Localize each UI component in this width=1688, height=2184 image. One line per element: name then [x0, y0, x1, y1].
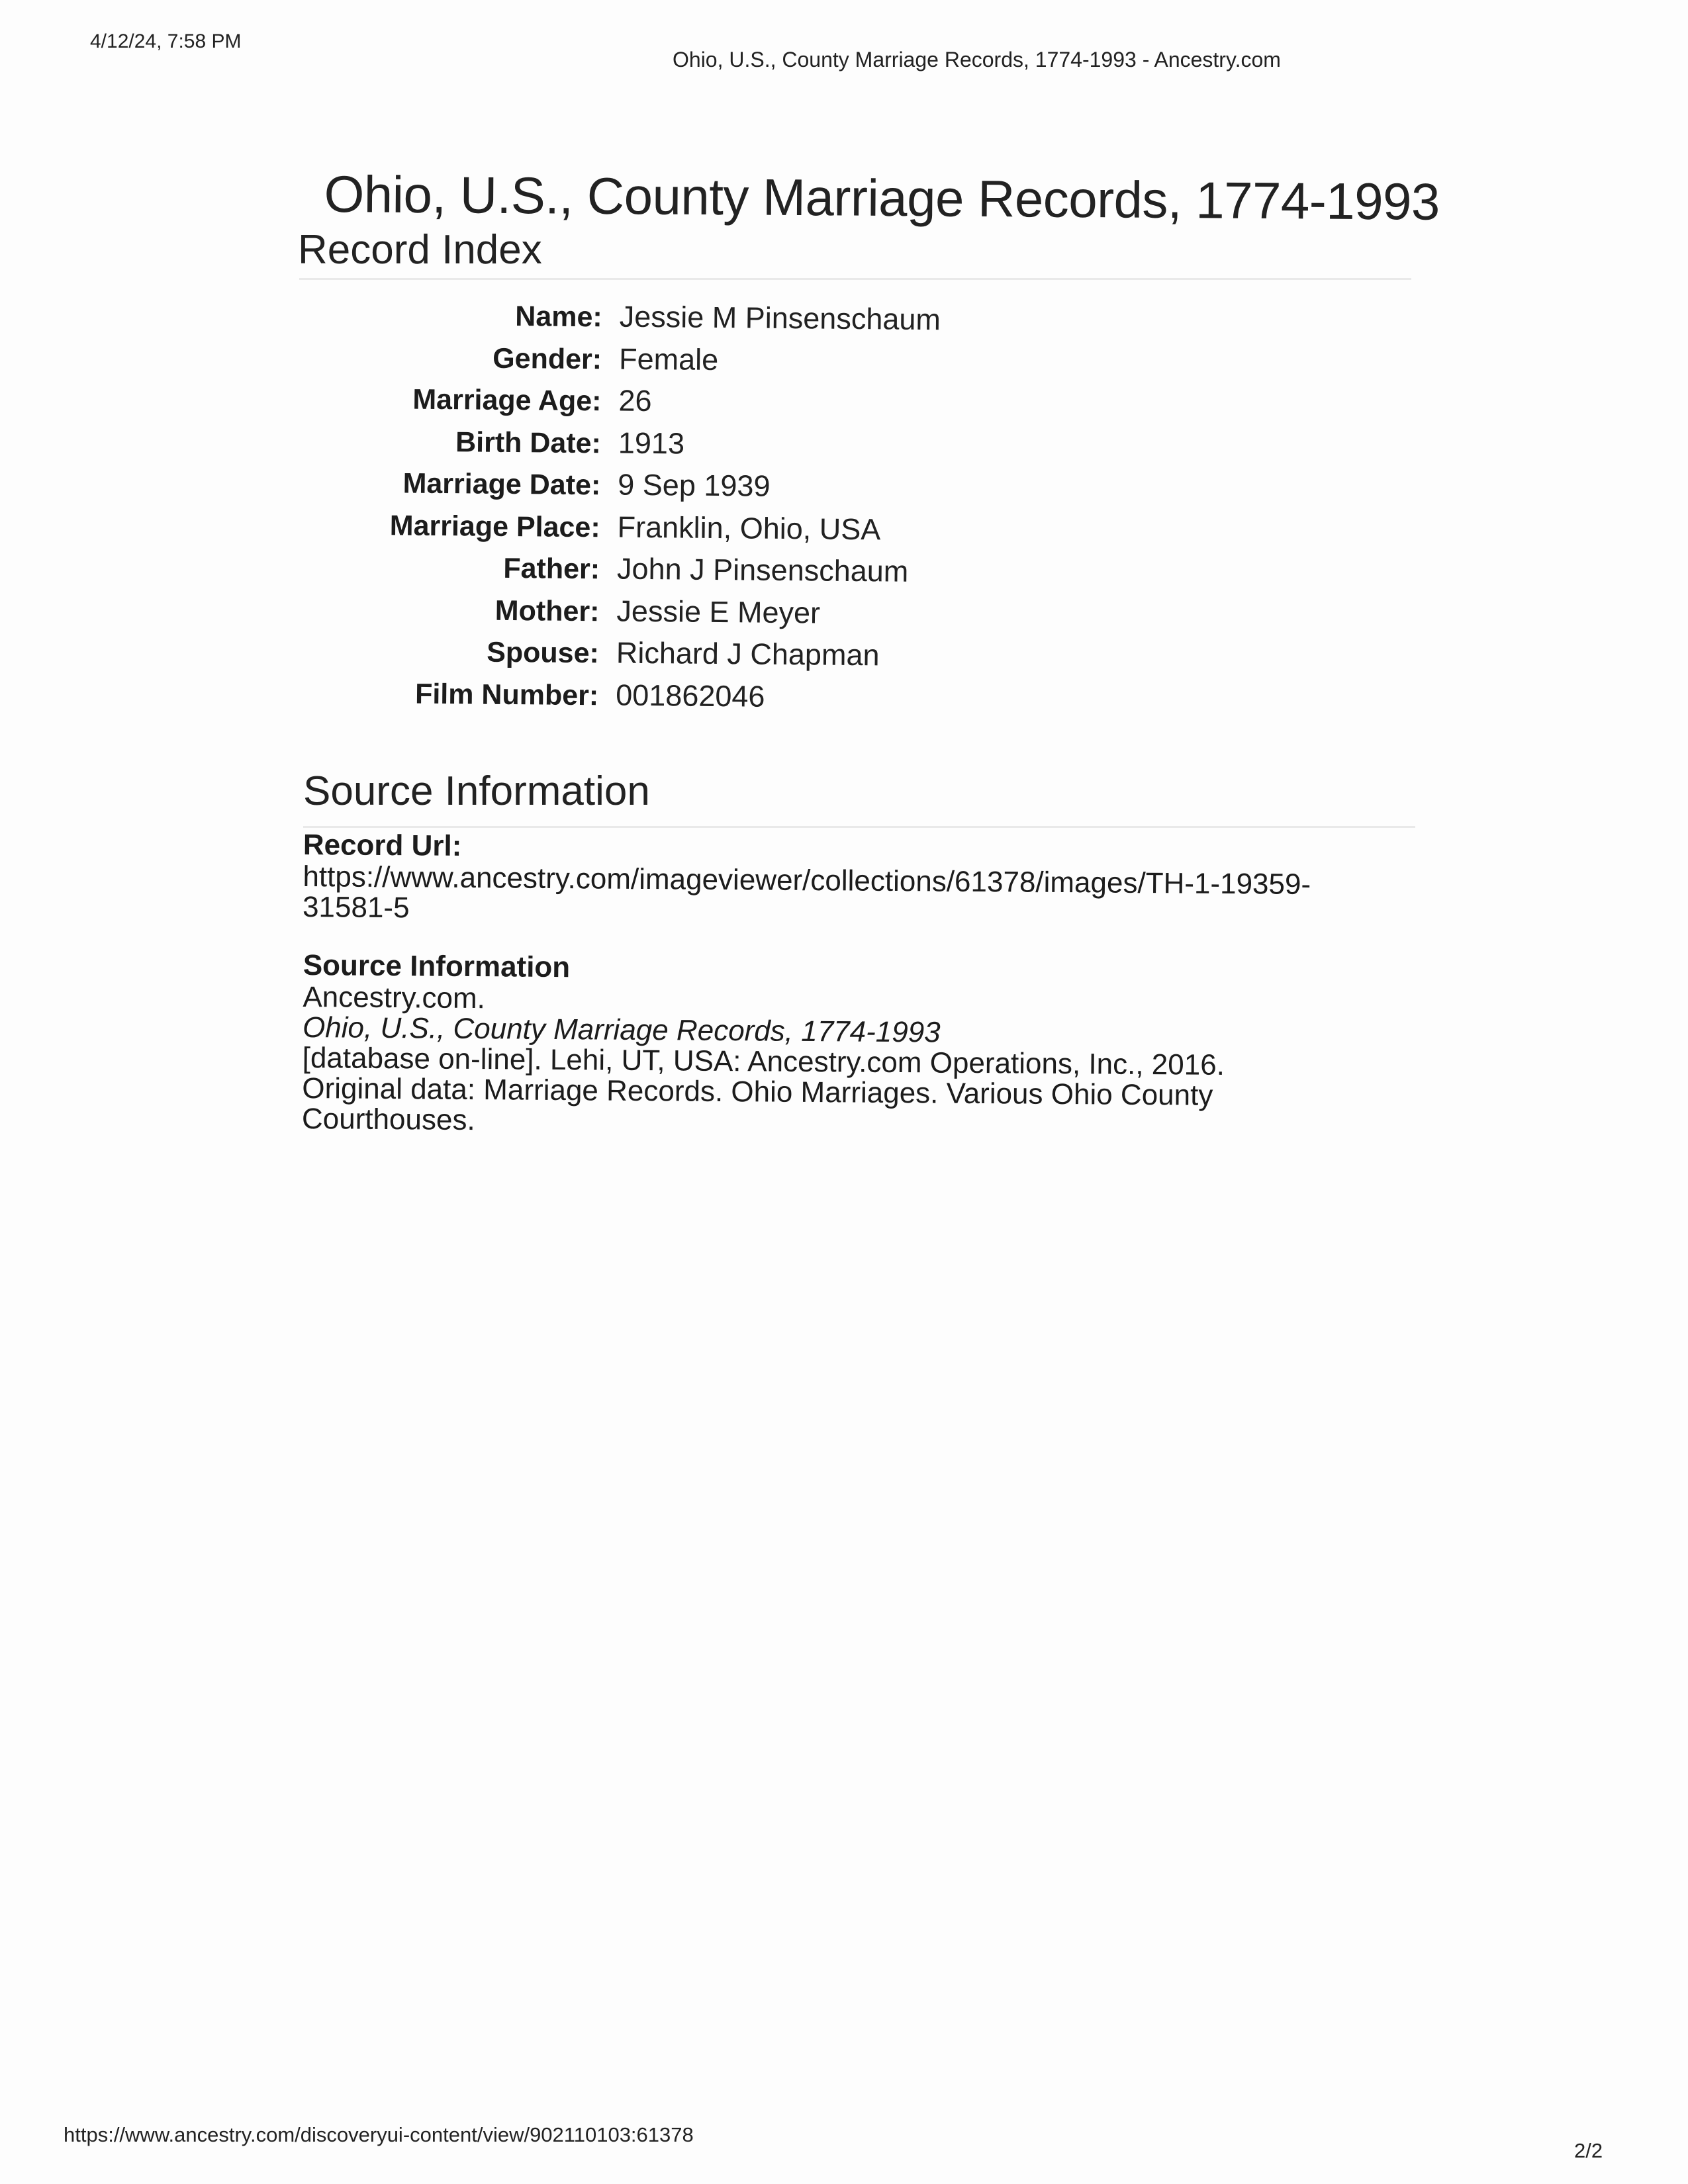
- field-row-film-number: [301, 674, 1162, 725]
- field-value: Jessie M Pinsenschaum: [619, 299, 941, 337]
- source-citation-publisher: Ancestry.com.: [303, 980, 486, 1015]
- field-label: Birth Date:: [455, 426, 602, 459]
- record-index-list: [301, 296, 1165, 725]
- source-citation-original-data: Original data: Marriage Records. Ohio Marriages. Various Ohio County: [302, 1071, 1213, 1112]
- source-citation-label: Source Information: [303, 949, 571, 984]
- field-label: Marriage Age:: [412, 383, 602, 418]
- source-citation-database: [database on-line]. Lehi, UT, USA: Ancestry.com Operations, Inc., 2016.: [302, 1041, 1225, 1081]
- field-value: Franklin, Ohio, USA: [617, 510, 881, 546]
- print-header-page-title: Ohio, U.S., County Marriage Records, 1774-1993 - Ancestry.com: [673, 48, 1281, 71]
- field-value: 9 Sep 1939: [618, 467, 771, 503]
- field-value: 26: [618, 383, 652, 418]
- field-value: 001862046: [616, 678, 765, 713]
- field-label: Spouse:: [486, 636, 600, 670]
- record-url-label: Record Url:: [303, 829, 462, 862]
- source-citation-original-data-continued: Courthouses.: [301, 1102, 475, 1137]
- source-information-divider: [303, 826, 1415, 828]
- source-citation-collection-title: Ohio, U.S., County Marriage Records, 1774-1993: [302, 1011, 941, 1049]
- page-title: Ohio, U.S., County Marriage Records, 1774-1993: [324, 165, 1440, 232]
- record-url-block: [303, 829, 1429, 931]
- print-footer-url: https://www.ancestry.com/discoveryui-content/view/902110103:61378: [64, 2123, 694, 2146]
- field-value: John J Pinsenschaum: [616, 551, 909, 588]
- field-label: Father:: [503, 552, 600, 586]
- field-label: Mother:: [494, 594, 600, 627]
- field-value: Richard J Chapman: [616, 635, 880, 672]
- field-label: Marriage Date:: [402, 467, 601, 502]
- source-citation-block: [302, 949, 1429, 1143]
- field-value: 1913: [618, 426, 685, 461]
- source-information-heading: Source Information: [303, 768, 650, 814]
- record-url-link[interactable]: https://www.ancestry.com/imageviewer/collections/61378/images/TH-1-19359-: [303, 860, 1311, 901]
- record-index-divider: [299, 278, 1411, 280]
- print-header-datetime: 4/12/24, 7:58 PM: [90, 30, 242, 52]
- field-label: Name:: [515, 300, 602, 334]
- field-value: Jessie E Meyer: [616, 594, 821, 629]
- print-footer-page-number: 2/2: [1574, 2139, 1603, 2162]
- record-index-heading: Record Index: [298, 227, 542, 273]
- field-value: Female: [618, 341, 719, 377]
- field-label: Film Number:: [414, 678, 599, 711]
- field-label: Marriage Place:: [389, 509, 600, 543]
- record-url-link-continued[interactable]: 31581-5: [302, 890, 410, 925]
- field-label: Gender:: [492, 342, 602, 375]
